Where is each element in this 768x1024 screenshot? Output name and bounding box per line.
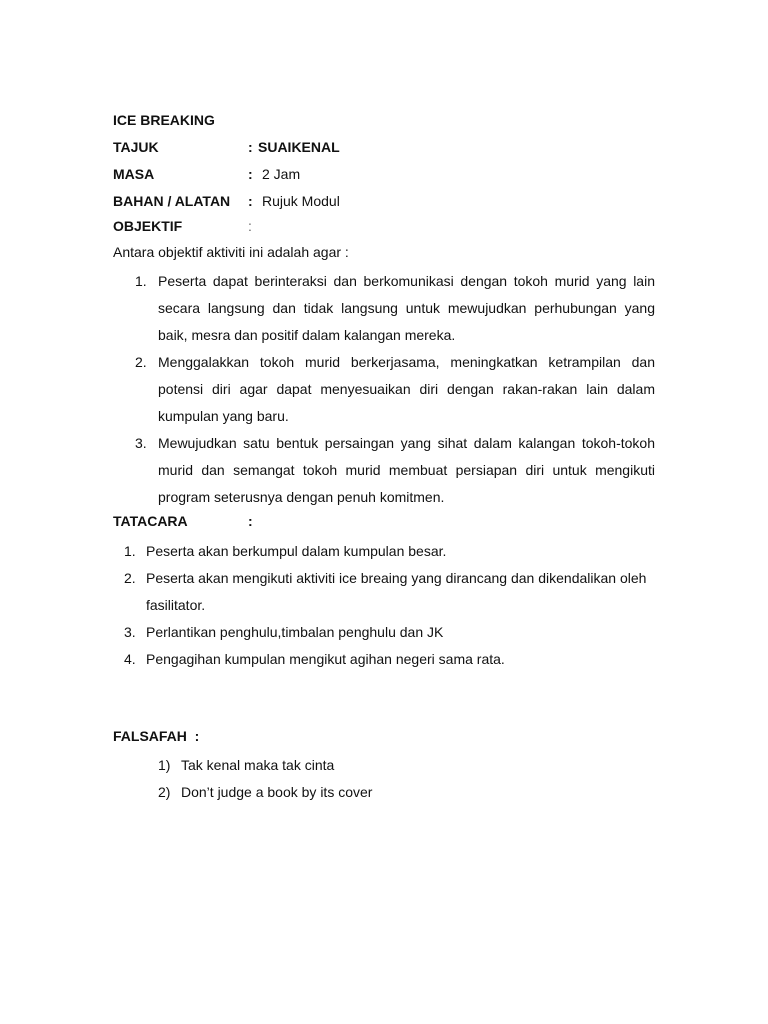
procedure-text: Pengagihan kumpulan mengikut agihan negeri sama rata. xyxy=(146,651,505,667)
objective-list xyxy=(113,268,655,511)
procedure-colon: : xyxy=(248,513,253,529)
philosophy-text: Tak kenal maka tak cinta xyxy=(181,757,335,773)
procedure-list xyxy=(113,538,658,673)
philosophy-number: 2) xyxy=(158,784,171,800)
field-colon-objektif: : xyxy=(248,218,252,234)
procedure-item xyxy=(113,646,658,673)
philosophy-item xyxy=(158,752,372,779)
procedure-label: TATACARA xyxy=(113,513,188,529)
philosophy-text: Don’t judge a book by its cover xyxy=(181,784,373,800)
objective-item xyxy=(113,268,655,349)
field-label-objektif: OBJEKTIF xyxy=(113,218,183,234)
field-label-tajuk: TAJUK xyxy=(113,139,159,155)
philosophy-item xyxy=(158,779,372,806)
procedure-number: 4. xyxy=(124,651,136,667)
objective-item xyxy=(113,349,655,430)
field-value-tajuk: SUAIKENAL xyxy=(258,139,340,155)
objective-intro: Antara objektif aktiviti ini adalah agar : xyxy=(113,244,349,260)
field-value-bahan: Rujuk Modul xyxy=(262,193,340,209)
procedure-text: Peserta akan mengikuti aktiviti ice breaing yang dirancang dan dikendalikan oleh fasilitator. xyxy=(146,570,647,613)
field-label-masa: MASA xyxy=(113,166,155,182)
procedure-item xyxy=(113,619,658,646)
philosophy-label: FALSAFAH : xyxy=(113,728,200,744)
field-colon-tajuk: : xyxy=(248,139,253,155)
objective-number: 2. xyxy=(135,354,147,370)
procedure-item xyxy=(113,538,658,565)
field-value-masa: 2 Jam xyxy=(262,166,301,182)
procedure-text: Peserta akan berkumpul dalam kumpulan besar. xyxy=(146,543,447,559)
procedure-item xyxy=(113,565,658,619)
objective-number: 1. xyxy=(135,273,147,289)
objective-item xyxy=(113,430,655,511)
procedure-text: Perlantikan penghulu,timbalan penghulu dan JK xyxy=(146,624,444,640)
field-colon-masa: : xyxy=(248,166,253,182)
document-title: ICE BREAKING xyxy=(113,112,215,128)
objective-number: 3. xyxy=(135,435,147,451)
field-label-bahan: BAHAN / ALATAN xyxy=(113,193,231,209)
philosophy-number: 1) xyxy=(158,757,171,773)
procedure-number: 3. xyxy=(124,624,136,640)
philosophy-list xyxy=(158,752,372,806)
objective-text: Peserta dapat berinteraksi dan berkomunikasi dengan tokoh murid yang lain secara langsung dan tidak langsung untuk mewujudkan perhubungan yang baik, mesra dan positif dalam kalangan mereka. xyxy=(158,273,655,343)
procedure-number: 1. xyxy=(124,543,136,559)
objective-text: Menggalakkan tokoh murid berkerjasama, meningkatkan ketrampilan dan potensi diri agar dapat menyesuaikan diri dengan rakan-rakan lain dalam kumpulan yang baru. xyxy=(158,354,655,424)
field-colon-bahan: : xyxy=(248,193,253,209)
procedure-number: 2. xyxy=(124,570,136,586)
objective-text: Mewujudkan satu bentuk persaingan yang sihat dalam kalangan tokoh-tokoh murid dan semangat tokoh murid membuat persiapan diri untuk mengikuti program seterusnya dengan penuh komitmen. xyxy=(158,435,655,505)
